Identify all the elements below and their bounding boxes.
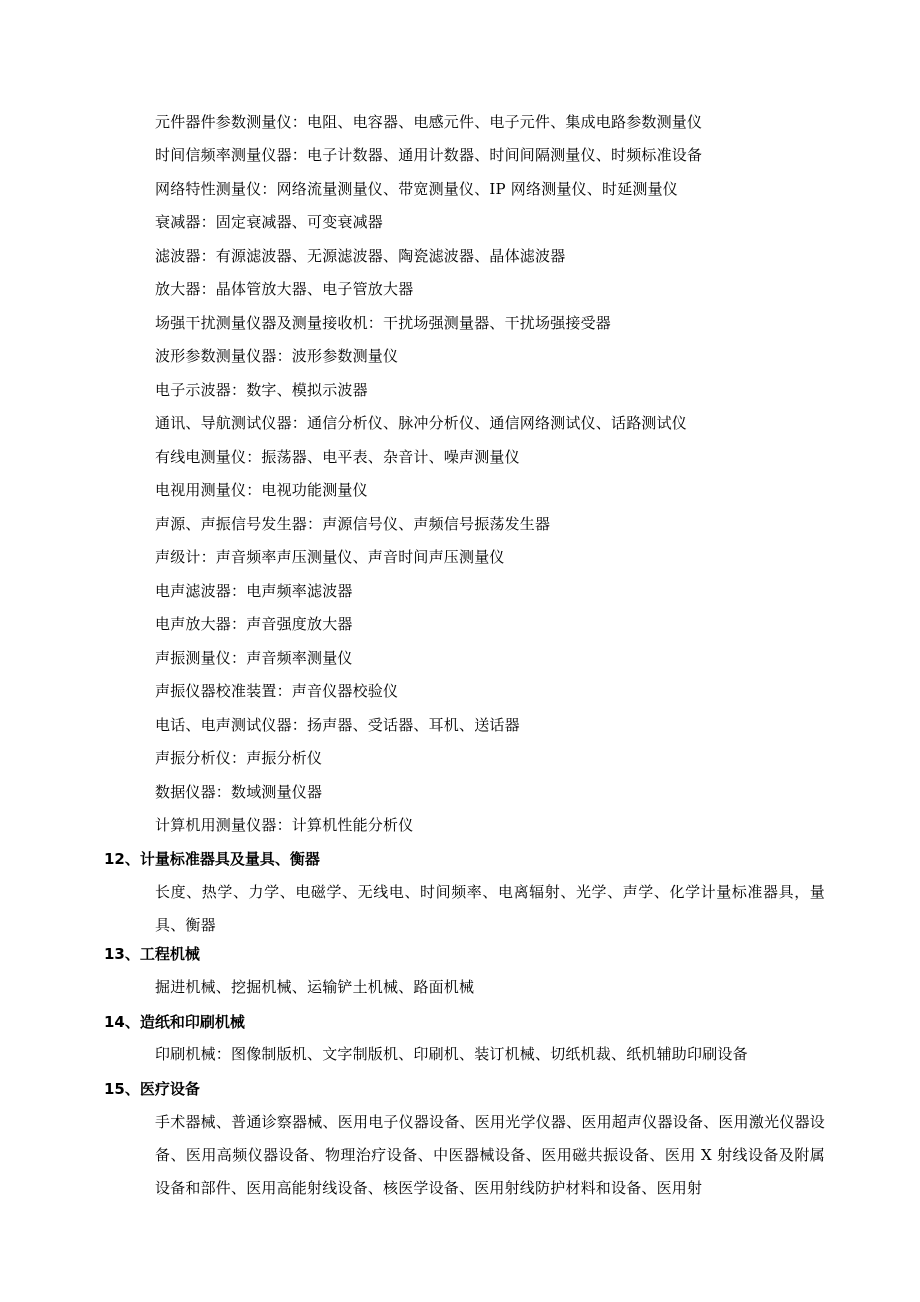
- list-item: 场强干扰测量仪器及测量接收机：干扰场强测量器、干扰场强接受器: [155, 314, 612, 332]
- list-item: 数据仪器：数域测量仪器: [155, 783, 323, 801]
- section-body: 长度、热学、力学、电磁学、无线电、时间频率、电离辐射、光学、声学、化学计量标准器具，量具、衡器: [155, 883, 825, 934]
- list-item: 电声滤波器：电声频率滤波器: [155, 582, 353, 600]
- section-body: 手术器械、普通诊察器械、医用电子仪器设备、医用光学仪器、医用超声仪器设备、医用激光仪器设备、医用高频仪器设备、物理治疗设备、中医器械设备、医用磁共振设备、医用 X 射线设备及附属设备和部件、医用高能射线设备、核医学设备、医用射线防护材料和设备、医用射: [155, 1113, 825, 1197]
- list-item: 衰减器：固定衰减器、可变衰减器: [155, 213, 384, 231]
- list-item: 网络特性测量仪：网络流量测量仪、带宽测量仪、IP 网络测量仪、时延测量仪: [155, 180, 678, 198]
- list-item: 计算机用测量仪器：计算机性能分析仪: [155, 816, 414, 834]
- list-item: 电子示波器：数字、模拟示波器: [155, 381, 368, 399]
- list-item: 时间信频率测量仪器：电子计数器、通用计数器、时间间隔测量仪、时频标准设备: [155, 146, 703, 164]
- list-item: 有线电测量仪：振荡器、电平表、杂音计、噪声测量仪: [155, 448, 520, 466]
- section-body: 掘进机械、挖掘机械、运输铲土机械、路面机械: [155, 978, 475, 996]
- list-item: 声振分析仪：声振分析仪: [155, 749, 323, 767]
- list-item: 声级计：声音频率声压测量仪、声音时间声压测量仪: [155, 548, 505, 566]
- list-item: 电声放大器：声音强度放大器: [155, 615, 353, 633]
- list-item: 电话、电声测试仪器：扬声器、受话器、耳机、送话器: [155, 716, 520, 734]
- list-item: 声振仪器校准装置：声音仪器校验仪: [155, 682, 399, 700]
- list-item: 元件器件参数测量仪：电阻、电容器、电感元件、电子元件、集成电路参数测量仪: [155, 113, 703, 131]
- list-item: 电视用测量仪：电视功能测量仪: [155, 481, 368, 499]
- list-item: 声源、声振信号发生器：声源信号仪、声频信号振荡发生器: [155, 515, 551, 533]
- list-item: 通讯、导航测试仪器：通信分析仪、脉冲分析仪、通信网络测试仪、话路测试仪: [155, 414, 688, 432]
- section-heading: 14、造纸和印刷机械: [104, 1013, 245, 1031]
- list-item: 放大器：晶体管放大器、电子管放大器: [155, 280, 414, 298]
- section-heading: 15、医疗设备: [104, 1080, 200, 1098]
- section-body: 印刷机械：图像制版机、文字制版机、印刷机、装订机械、切纸机裁、纸机辅助印刷设备: [155, 1045, 748, 1063]
- list-item: 波形参数测量仪器：波形参数测量仪: [155, 347, 399, 365]
- list-item: 滤波器：有源滤波器、无源滤波器、陶瓷滤波器、晶体滤波器: [155, 247, 566, 265]
- section-heading: 13、工程机械: [104, 945, 200, 963]
- list-item: 声振测量仪：声音频率测量仪: [155, 649, 353, 667]
- section-heading: 12、计量标准器具及量具、衡器: [104, 850, 320, 868]
